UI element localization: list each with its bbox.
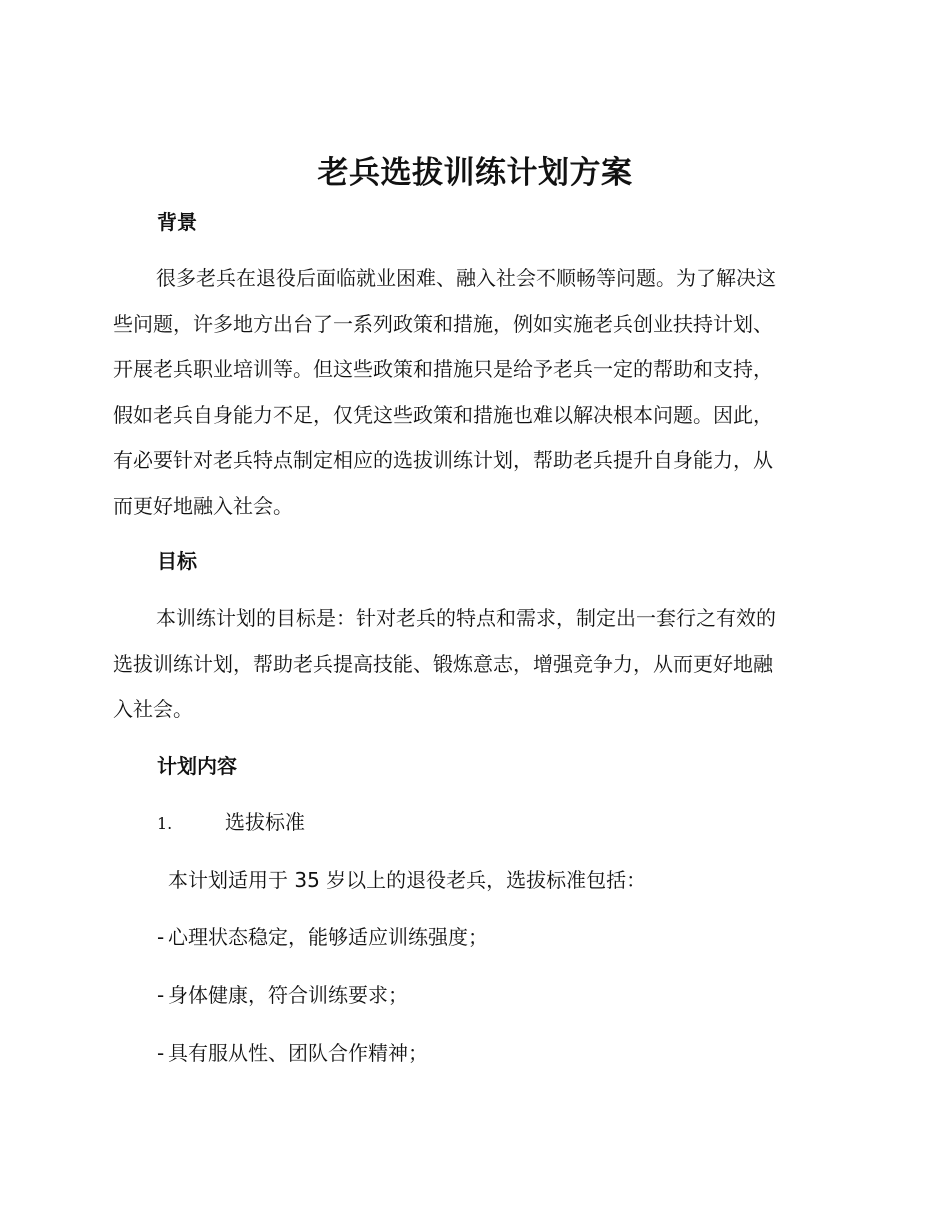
section-heading-plan: 计划内容: [157, 754, 237, 778]
background-paragraph: [113, 256, 829, 529]
criteria-text: 心理状态稳定，能够适应训练强度；: [168, 925, 488, 949]
criteria-text: 具有服从性、团队合作精神；: [168, 1041, 428, 1065]
paragraph-line: 很多老兵在退役后面临就业困难、融入社会不顺畅等问题。为了解决这: [156, 266, 776, 290]
list-item-title: 选拔标准: [225, 810, 305, 834]
paragraph-line: 些问题，许多地方出台了一系列政策和措施，例如实施老兵创业扶持计划、: [113, 311, 773, 336]
document-title: 老兵选拔训练计划方案: [317, 155, 633, 191]
paragraph-line: 入社会。: [113, 697, 193, 721]
criteria-text: 身体健康，符合训练要求；: [168, 983, 408, 1007]
paragraph-line: 有必要针对老兵特点制定相应的选拔训练计划，帮助老兵提升自身能力，从: [113, 448, 773, 472]
criteria-item: [157, 981, 408, 1009]
dash-bullet: -: [157, 925, 165, 949]
selection-intro: 本计划适用于 35 岁以上的退役老兵，选拔标准包括：: [168, 868, 647, 892]
paragraph-line: 开展老兵职业培训等。但这些政策和措施只是给予老兵一定的帮助和支持，: [113, 357, 773, 381]
section-heading-goal: 目标: [157, 549, 197, 573]
paragraph-line: 本训练计划的目标是：针对老兵的特点和需求，制定出一套行之有效的: [156, 606, 776, 630]
criteria-item: [157, 1039, 428, 1067]
section-heading-background: 背景: [157, 210, 197, 234]
dash-bullet: -: [157, 983, 165, 1007]
paragraph-line: 选拔训练计划，帮助老兵提高技能、锻炼意志，增强竞争力，从而更好地融: [113, 651, 773, 676]
paragraph-line: 假如老兵自身能力不足，仅凭这些政策和措施也难以解决根本问题。因此，: [113, 402, 773, 427]
list-item-number: 1.: [157, 814, 173, 833]
goal-paragraph: [113, 596, 829, 733]
paragraph-line: 而更好地融入社会。: [113, 493, 293, 518]
dash-bullet: -: [157, 1041, 165, 1065]
numbered-list-item: [157, 808, 305, 838]
criteria-item: [157, 923, 488, 951]
